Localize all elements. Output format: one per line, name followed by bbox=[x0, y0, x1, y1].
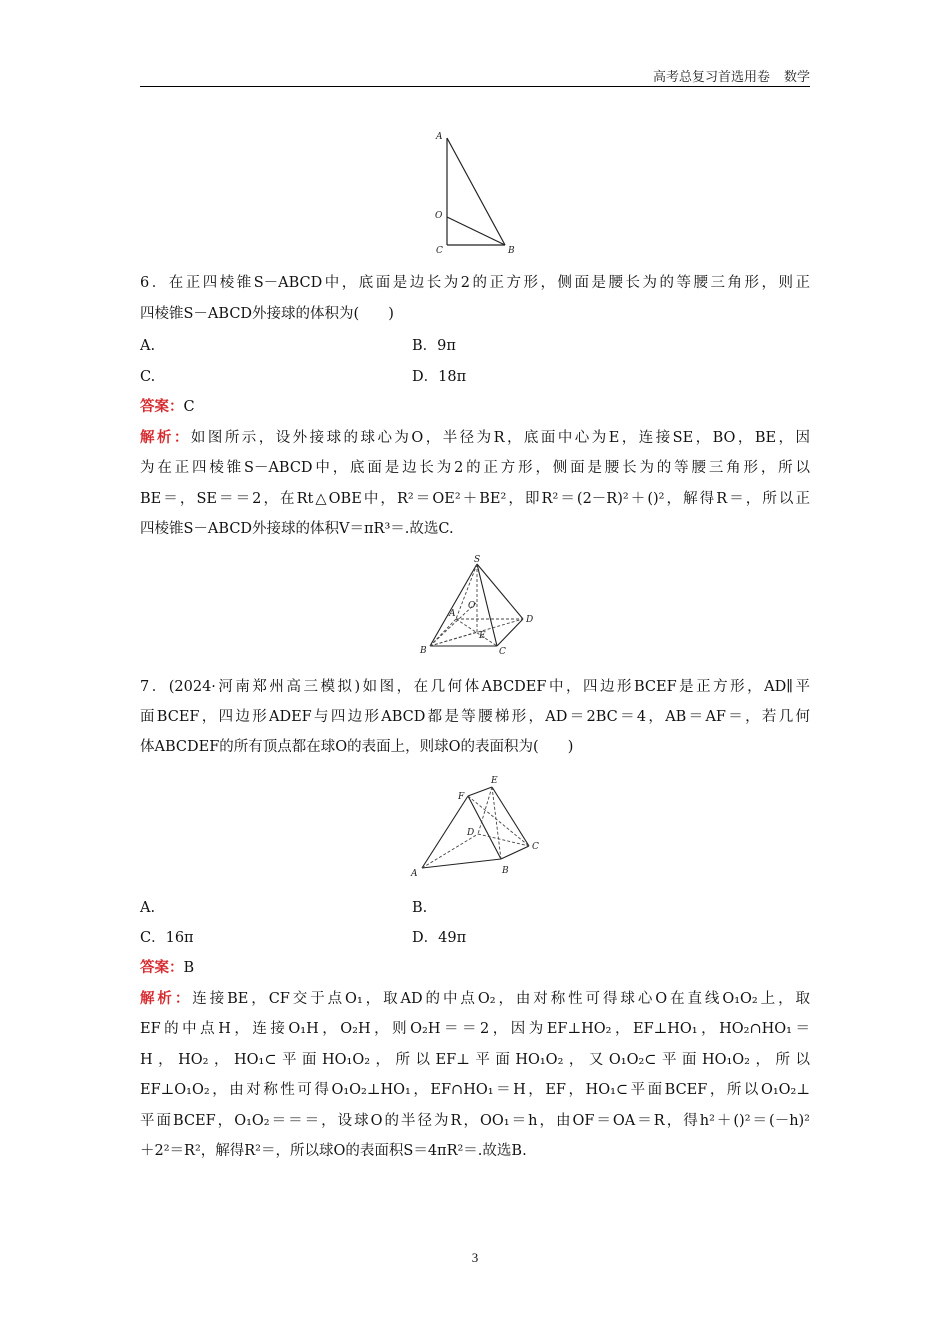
q6-analysis-line-3: BE＝，SE＝＝2，在Rt△OBE中，R²＝OE²＋BE²，即R²＝(2－R)²＋()²，解得R＝，所以正 bbox=[140, 491, 810, 507]
label-S: S bbox=[474, 555, 481, 565]
figure-polyhedron bbox=[405, 772, 550, 880]
q7-analysis-line-6: ＋2²＝R²，解得R²＝，所以球O的表面积S＝4πR²＝.故选B. bbox=[140, 1143, 527, 1159]
q6-answer bbox=[140, 397, 810, 417]
q7-stem-line-2: 面BCEF，四边形ADEF与四边形ABCD都是等腰梯形，AD＝2BC＝4，AB＝AF＝，若几何 bbox=[140, 709, 810, 725]
label-B: B bbox=[420, 646, 427, 656]
label-C: C bbox=[436, 246, 443, 256]
analysis-text: 如图所示，设外接球的球心为O，半径为R，底面中心为E，连接SE，BO，BE，因 bbox=[190, 430, 810, 446]
q7-option-a: A. bbox=[140, 900, 156, 916]
figure-triangle bbox=[430, 126, 525, 258]
analysis-label: 解析： bbox=[140, 430, 191, 446]
q7-stem-line-1: 7．(2024·河南郑州高三模拟)如图，在几何体ABCDEF中，四边形BCEF是正方形，AD∥平 bbox=[140, 679, 810, 695]
q7-analysis-line-5: 平面BCEF，O₁O₂＝＝＝，设球O的半径为R，OO₁＝h，由OF＝OA＝R，得h²＋()²＝(－h)² bbox=[140, 1113, 810, 1129]
q6-option-a: A. bbox=[140, 338, 156, 354]
q7-option-c: C．16π bbox=[140, 930, 194, 946]
q6-option-c: C. bbox=[140, 369, 156, 385]
label-A: A bbox=[411, 869, 418, 879]
label-C: C bbox=[499, 647, 506, 656]
answer-value: B bbox=[183, 960, 195, 976]
q6-option-d: D．18π bbox=[412, 369, 467, 385]
q6-analysis-line-1 bbox=[140, 428, 810, 448]
answer-label: 答案： bbox=[140, 960, 184, 976]
label-A: A bbox=[449, 609, 456, 619]
running-header bbox=[140, 66, 810, 86]
label-D: D bbox=[526, 615, 534, 625]
header-rule bbox=[140, 86, 810, 87]
page-number: 3 bbox=[471, 1250, 479, 1265]
label-E: E bbox=[491, 776, 498, 786]
label-A: A bbox=[436, 132, 443, 142]
q7-answer bbox=[140, 958, 810, 978]
analysis-label: 解析： bbox=[140, 991, 193, 1007]
q6-option-b: B．9π bbox=[412, 338, 456, 354]
label-B: B bbox=[508, 246, 515, 256]
q6-stem-line-2: 四棱锥S－ABCD外接球的体积为( ) bbox=[140, 306, 394, 322]
answer-value: C bbox=[183, 399, 195, 415]
subject: 数学 bbox=[783, 70, 810, 85]
label-B: B bbox=[502, 866, 509, 876]
q6-stem-line-1: 6．在正四棱锥S－ABCD中，底面是边长为2的正方形，侧面是腰长为的等腰三角形，则正 bbox=[140, 275, 810, 291]
label-E: E bbox=[479, 631, 486, 641]
analysis-text: 连接BE，CF交于点O₁，取AD的中点O₂，由对称性可得球心O在直线O₁O₂上，取 bbox=[192, 991, 810, 1007]
q7-stem-line-3: 体ABCDEF的所有顶点都在球O的表面上，则球O的表面积为( ) bbox=[140, 739, 574, 755]
book-title: 高考总复习首选用卷 bbox=[652, 70, 770, 85]
q6-analysis-line-4: 四棱锥S－ABCD外接球的体积V＝πR³＝.故选C. bbox=[140, 521, 454, 537]
q7-analysis-line-3: H，HO₂，HO₁⊂平面HO₁O₂，所以EF⊥平面HO₁O₂，又O₁O₂⊂平面HO₁O₂，所以 bbox=[140, 1052, 810, 1068]
label-O: O bbox=[435, 211, 443, 221]
q7-analysis-line-2: EF的中点H，连接O₁H，O₂H，则O₂H＝＝2，因为EF⊥HO₂，EF⊥HO₁，HO₂∩HO₁＝ bbox=[140, 1021, 810, 1037]
q6-analysis-line-2: 为在正四棱锥S－ABCD中，底面是边长为2的正方形，侧面是腰长为的等腰三角形，所以 bbox=[140, 460, 810, 476]
q7-analysis-line-4: EF⊥O₁O₂，由对称性可得O₁O₂⊥HO₁，EF∩HO₁＝H，EF，HO₁⊂平面BCEF，所以O₁O₂⊥ bbox=[140, 1082, 810, 1098]
q7-option-d: D．49π bbox=[412, 930, 467, 946]
label-F: F bbox=[458, 792, 465, 802]
q7-option-b: B. bbox=[412, 900, 428, 916]
answer-label: 答案： bbox=[140, 399, 184, 415]
label-D: D bbox=[467, 828, 475, 838]
label-O: O bbox=[468, 601, 476, 611]
q7-analysis-line-1 bbox=[140, 989, 810, 1009]
figure-pyramid bbox=[410, 552, 540, 656]
label-C: C bbox=[532, 842, 539, 852]
